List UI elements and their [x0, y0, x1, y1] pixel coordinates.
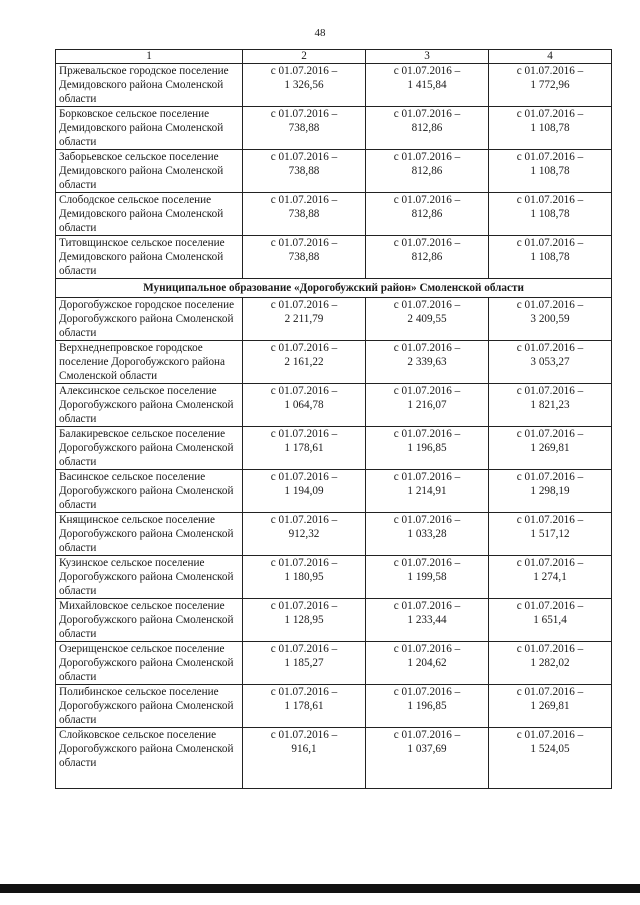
- section-row: [56, 279, 612, 298]
- tariff-date: с 01.07.2016 –: [516, 299, 584, 311]
- settlement-name: Михайловское сельское поселение Дорогобужского района Смоленской области: [56, 599, 243, 642]
- tariff-cell: [366, 384, 489, 427]
- tariff-value: 2 409,55: [407, 313, 447, 325]
- tariff-cell: [243, 298, 366, 341]
- tariff-date: с 01.07.2016 –: [393, 471, 461, 483]
- tariff-value: 1 274,1: [533, 571, 567, 583]
- tariff-value: 1 108,78: [530, 122, 570, 134]
- page-number: 48: [314, 27, 326, 39]
- column-header: 3: [366, 50, 489, 64]
- tariff-date: с 01.07.2016 –: [270, 729, 338, 741]
- tariff-cell: [243, 556, 366, 599]
- tariff-cell: [489, 642, 612, 685]
- tariff-value: 1 108,78: [530, 165, 570, 177]
- tariff-date: с 01.07.2016 –: [393, 729, 461, 741]
- scan-edge-bar: [0, 884, 640, 893]
- column-header: 2: [243, 50, 366, 64]
- tariff-value: 1 214,91: [407, 485, 447, 497]
- tariff-table: [55, 49, 612, 789]
- tariff-value: 1 524,05: [530, 743, 570, 755]
- tariff-value: 1 064,78: [284, 399, 324, 411]
- tariff-value: 3 053,27: [530, 356, 570, 368]
- tariff-value: 812,86: [411, 208, 443, 220]
- tariff-date: с 01.07.2016 –: [393, 643, 461, 655]
- tariff-date: с 01.07.2016 –: [516, 557, 584, 569]
- tariff-cell: [366, 427, 489, 470]
- tariff-cell: [489, 728, 612, 789]
- tariff-value: 1 269,81: [530, 700, 570, 712]
- table-row: [56, 728, 612, 789]
- tariff-date: с 01.07.2016 –: [393, 342, 461, 354]
- tariff-cell: [243, 513, 366, 556]
- table-row: [56, 236, 612, 279]
- column-header-row: [56, 50, 612, 64]
- tariff-date: с 01.07.2016 –: [270, 557, 338, 569]
- tariff-cell: [489, 427, 612, 470]
- tariff-date: с 01.07.2016 –: [270, 385, 338, 397]
- tariff-cell: [489, 599, 612, 642]
- tariff-date: с 01.07.2016 –: [516, 643, 584, 655]
- tariff-date: с 01.07.2016 –: [516, 514, 584, 526]
- settlement-name: Верхнеднепровское городское поселение Дорогобужского района Смоленской области: [56, 341, 243, 384]
- table-row: [56, 599, 612, 642]
- tariff-cell: [366, 685, 489, 728]
- tariff-date: с 01.07.2016 –: [516, 600, 584, 612]
- tariff-date: с 01.07.2016 –: [516, 385, 584, 397]
- tariff-value: 1 180,95: [284, 571, 324, 583]
- settlement-name: Титовщинское сельское поселение Демидовского района Смоленской области: [56, 236, 243, 279]
- table-row: [56, 513, 612, 556]
- tariff-cell: [489, 341, 612, 384]
- tariff-cell: [243, 236, 366, 279]
- column-header: 1: [56, 50, 243, 64]
- table-row: [56, 107, 612, 150]
- tariff-date: с 01.07.2016 –: [516, 471, 584, 483]
- settlement-name: Балакиревское сельское поселение Дорогобужского района Смоленской области: [56, 427, 243, 470]
- tariff-date: с 01.07.2016 –: [393, 194, 461, 206]
- tariff-cell: [366, 193, 489, 236]
- tariff-cell: [243, 384, 366, 427]
- tariff-date: с 01.07.2016 –: [270, 65, 338, 77]
- tariff-cell: [366, 599, 489, 642]
- tariff-date: с 01.07.2016 –: [516, 428, 584, 440]
- tariff-value: 916,1: [291, 743, 317, 755]
- table-row: [56, 642, 612, 685]
- tariff-date: с 01.07.2016 –: [516, 686, 584, 698]
- tariff-value: 2 211,79: [284, 313, 324, 325]
- settlement-name: Васинское сельское поселение Дорогобужского района Смоленской области: [56, 470, 243, 513]
- tariff-cell: [366, 470, 489, 513]
- tariff-date: с 01.07.2016 –: [516, 237, 584, 249]
- tariff-date: с 01.07.2016 –: [516, 194, 584, 206]
- settlement-name: Алексинское сельское поселение Дорогобужского района Смоленской области: [56, 384, 243, 427]
- tariff-date: с 01.07.2016 –: [516, 65, 584, 77]
- settlement-name: Дорогобужское городское поселение Дорогобужского района Смоленской области: [56, 298, 243, 341]
- tariff-date: с 01.07.2016 –: [516, 729, 584, 741]
- tariff-date: с 01.07.2016 –: [270, 237, 338, 249]
- tariff-date: с 01.07.2016 –: [270, 108, 338, 120]
- tariff-cell: [366, 513, 489, 556]
- table-row: [56, 341, 612, 384]
- tariff-cell: [243, 427, 366, 470]
- tariff-date: с 01.07.2016 –: [516, 108, 584, 120]
- tariff-value: 1 204,62: [407, 657, 447, 669]
- tariff-value: 1 216,07: [407, 399, 447, 411]
- tariff-value: 1 128,95: [284, 614, 324, 626]
- tariff-date: с 01.07.2016 –: [393, 151, 461, 163]
- tariff-value: 1 185,27: [284, 657, 324, 669]
- tariff-cell: [366, 236, 489, 279]
- settlement-name: Слободское сельское поселение Демидовского района Смоленской области: [56, 193, 243, 236]
- tariff-cell: [489, 236, 612, 279]
- tariff-cell: [489, 193, 612, 236]
- tariff-date: с 01.07.2016 –: [270, 514, 338, 526]
- tariff-cell: [243, 728, 366, 789]
- tariff-value: 738,88: [288, 251, 320, 263]
- tariff-value: 738,88: [288, 165, 320, 177]
- table-row: [56, 150, 612, 193]
- tariff-date: с 01.07.2016 –: [270, 151, 338, 163]
- table-row: [56, 556, 612, 599]
- tariff-value: 1 199,58: [407, 571, 447, 583]
- tariff-cell: [489, 298, 612, 341]
- tariff-value: 1 326,56: [284, 79, 324, 91]
- settlement-name: Полибинское сельское поселение Дорогобужского района Смоленской области: [56, 685, 243, 728]
- tariff-cell: [366, 556, 489, 599]
- tariff-cell: [243, 107, 366, 150]
- tariff-value: 1 298,19: [530, 485, 570, 497]
- tariff-value: 2 161,22: [284, 356, 324, 368]
- tariff-date: с 01.07.2016 –: [270, 643, 338, 655]
- settlement-name: Княщинское сельское поселение Дорогобужского района Смоленской области: [56, 513, 243, 556]
- tariff-cell: [489, 384, 612, 427]
- tariff-cell: [366, 728, 489, 789]
- tariff-cell: [243, 64, 366, 107]
- settlement-name: Кузинское сельское поселение Дорогобужского района Смоленской области: [56, 556, 243, 599]
- tariff-date: с 01.07.2016 –: [393, 428, 461, 440]
- tariff-date: с 01.07.2016 –: [516, 151, 584, 163]
- tariff-date: с 01.07.2016 –: [393, 600, 461, 612]
- tariff-cell: [489, 107, 612, 150]
- tariff-cell: [489, 685, 612, 728]
- tariff-cell: [243, 470, 366, 513]
- tariff-value: 1 178,61: [284, 700, 324, 712]
- settlement-name: Борковское сельское поселение Демидовского района Смоленской области: [56, 107, 243, 150]
- table-row: [56, 685, 612, 728]
- settlement-name: Слойковское сельское поселение Дорогобужского района Смоленской области: [56, 728, 243, 789]
- tariff-date: с 01.07.2016 –: [393, 686, 461, 698]
- tariff-value: 1 037,69: [407, 743, 447, 755]
- tariff-cell: [243, 150, 366, 193]
- tariff-value: 812,86: [411, 165, 443, 177]
- tariff-value: 812,86: [411, 251, 443, 263]
- tariff-date: с 01.07.2016 –: [393, 299, 461, 311]
- tariff-date: с 01.07.2016 –: [393, 65, 461, 77]
- tariff-date: с 01.07.2016 –: [270, 342, 338, 354]
- tariff-date: с 01.07.2016 –: [393, 385, 461, 397]
- table-row: [56, 298, 612, 341]
- tariff-value: 1 178,61: [284, 442, 324, 454]
- tariff-value: 1 233,44: [407, 614, 447, 626]
- tariff-value: 1 108,78: [530, 208, 570, 220]
- tariff-cell: [243, 685, 366, 728]
- tariff-value: 1 196,85: [407, 442, 447, 454]
- settlement-name: Заборьевское сельское поселение Демидовского района Смоленской области: [56, 150, 243, 193]
- tariff-date: с 01.07.2016 –: [270, 686, 338, 698]
- table-row: [56, 470, 612, 513]
- tariff-cell: [489, 150, 612, 193]
- tariff-value: 1 517,12: [530, 528, 570, 540]
- tariff-date: с 01.07.2016 –: [393, 108, 461, 120]
- tariff-date: с 01.07.2016 –: [393, 237, 461, 249]
- tariff-cell: [366, 341, 489, 384]
- tariff-cell: [243, 193, 366, 236]
- tariff-value: 1 651,4: [533, 614, 567, 626]
- tariff-value: 1 772,96: [530, 79, 570, 91]
- tariff-cell: [243, 599, 366, 642]
- column-header: 4: [489, 50, 612, 64]
- tariff-value: 1 033,28: [407, 528, 447, 540]
- tariff-cell: [366, 298, 489, 341]
- tariff-cell: [366, 107, 489, 150]
- tariff-value: 738,88: [288, 122, 320, 134]
- tariff-date: с 01.07.2016 –: [270, 428, 338, 440]
- settlement-name: Пржевальское городское поселение Демидовского района Смоленской области: [56, 64, 243, 107]
- tariff-cell: [366, 150, 489, 193]
- tariff-value: 3 200,59: [530, 313, 570, 325]
- tariff-date: с 01.07.2016 –: [270, 194, 338, 206]
- section-title: Муниципальное образование «Дорогобужский район» Смоленской области: [56, 279, 612, 298]
- tariff-value: 738,88: [288, 208, 320, 220]
- tariff-value: 1 269,81: [530, 442, 570, 454]
- tariff-value: 1 282,02: [530, 657, 570, 669]
- tariff-cell: [489, 64, 612, 107]
- table-row: [56, 64, 612, 107]
- tariff-date: с 01.07.2016 –: [270, 600, 338, 612]
- tariff-value: 812,86: [411, 122, 443, 134]
- tariff-date: с 01.07.2016 –: [516, 342, 584, 354]
- table-row: [56, 427, 612, 470]
- tariff-date: с 01.07.2016 –: [393, 514, 461, 526]
- tariff-date: с 01.07.2016 –: [270, 299, 338, 311]
- tariff-date: с 01.07.2016 –: [270, 471, 338, 483]
- tariff-cell: [489, 513, 612, 556]
- tariff-cell: [243, 642, 366, 685]
- tariff-date: с 01.07.2016 –: [393, 557, 461, 569]
- tariff-value: 1 415,84: [407, 79, 447, 91]
- tariff-value: 2 339,63: [407, 356, 447, 368]
- tariff-cell: [489, 470, 612, 513]
- table-row: [56, 384, 612, 427]
- tariff-cell: [489, 556, 612, 599]
- table-row: [56, 193, 612, 236]
- settlement-name: Озерищенское сельское поселение Дорогобужского района Смоленской области: [56, 642, 243, 685]
- tariff-value: 1 821,23: [530, 399, 570, 411]
- tariff-cell: [366, 642, 489, 685]
- tariff-value: 912,32: [288, 528, 320, 540]
- tariff-cell: [243, 341, 366, 384]
- tariff-value: 1 108,78: [530, 251, 570, 263]
- tariff-value: 1 194,09: [284, 485, 324, 497]
- tariff-cell: [366, 64, 489, 107]
- tariff-value: 1 196,85: [407, 700, 447, 712]
